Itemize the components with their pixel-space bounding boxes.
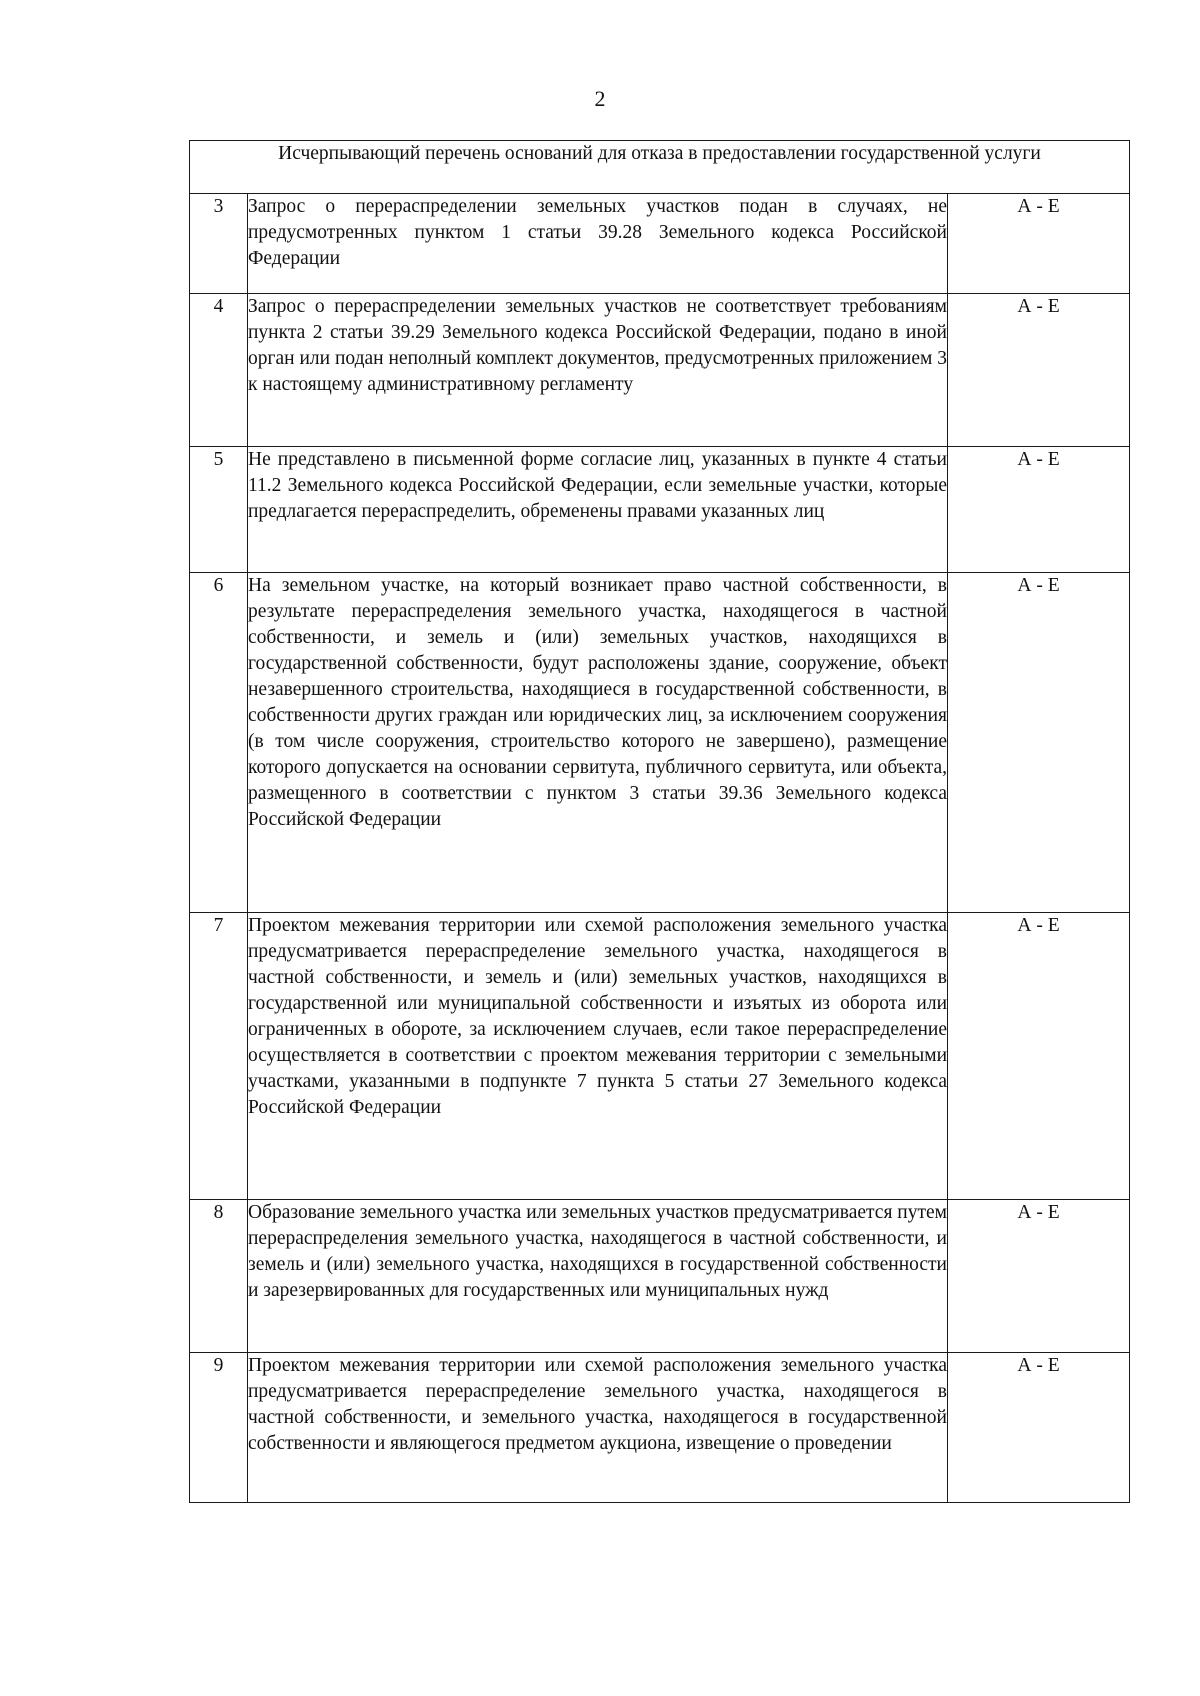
row-number: 3	[190, 194, 248, 294]
table-row	[190, 913, 1130, 1200]
row-reason-text: Образование земельного участка или земельных участков предусматривается путем перераспределения земельного участка, находящегося в частной собственности, и земель и (или) земельного участка, находящихся в государственной собственности и зарезервированных для государственных или муниципальных нужд	[248, 1200, 948, 1353]
row-reason-text: Не представлено в письменной форме согласие лиц, указанных в пункте 4 статьи 11.2 Земельного кодекса Российской Федерации, если земельные участки, которые предлагается перераспределить, обременены правами указанных лиц	[248, 447, 948, 573]
refusal-reasons-table	[189, 140, 1130, 1503]
table-header-row	[190, 141, 1130, 194]
row-reason-text: Запрос о перераспределении земельных участков не соответствует требованиям пункта 2 статьи 39.29 Земельного кодекса Российской Федерации, подано в иной орган или подан неполный комплект документов, предусмотренных приложением 3 к настоящему административному регламенту	[248, 294, 948, 447]
row-number: 8	[190, 1200, 248, 1353]
table-row	[190, 194, 1130, 294]
row-code: А - Е	[948, 294, 1130, 447]
table-row	[190, 447, 1130, 573]
row-number: 4	[190, 294, 248, 447]
table-header: Исчерпывающий перечень оснований для отказа в предоставлении государственной услуги	[190, 141, 1130, 194]
page-number: 2	[594, 86, 606, 111]
row-reason-text: На земельном участке, на который возникает право частной собственности, в результате перераспределения земельного участка, находящегося в частной собственности, и земель и (или) земельных участков, находящихся в государственной собственности, будут расположены здание, сооружение, объект незавершенного строительства, находящиеся в государственной собственности, в собственности других граждан или юридических лиц, за исключением сооружения (в том числе сооружения, строительство которого не завершено), размещение которого допускается на основании сервитута, публичного сервитута, или объекта, размещенного в соответствии с пунктом 3 статьи 39.36 Земельного кодекса Российской Федерации	[248, 573, 948, 913]
row-code: А - Е	[948, 1200, 1130, 1353]
table-row	[190, 1200, 1130, 1353]
row-reason-text: Проектом межевания территории или схемой расположения земельного участка предусматривается перераспределение земельного участка, находящегося в частной собственности, и земель и (или) земельных участков, находящихся в государственной или муниципальной собственности и изъятых из оборота или ограниченных в обороте, за исключением случаев, если такое перераспределение осуществляется в соответствии с проектом межевания территории с земельными участками, указанными в подпункте 7 пункта 5 статьи 27 Земельного кодекса Российской Федерации	[248, 913, 948, 1200]
row-number: 7	[190, 913, 248, 1200]
row-code: А - Е	[948, 447, 1130, 573]
row-reason-text: Запрос о перераспределении земельных участков подан в случаях, не предусмотренных пунктом 1 статьи 39.28 Земельного кодекса Российской Федерации	[248, 194, 948, 294]
row-number: 6	[190, 573, 248, 913]
row-reason-text: Проектом межевания территории или схемой расположения земельного участка предусматривается перераспределение земельного участка, находящегося в частной собственности, и земельного участка, находящегося в государственной собственности и являющегося предметом аукциона, извещение о проведении	[248, 1353, 948, 1503]
table-row	[190, 294, 1130, 447]
row-number: 5	[190, 447, 248, 573]
table-row	[190, 1353, 1130, 1503]
row-code: А - Е	[948, 1353, 1130, 1503]
row-code: А - Е	[948, 573, 1130, 913]
row-code: А - Е	[948, 913, 1130, 1200]
table-row	[190, 573, 1130, 913]
row-code: А - Е	[948, 194, 1130, 294]
row-number: 9	[190, 1353, 248, 1503]
